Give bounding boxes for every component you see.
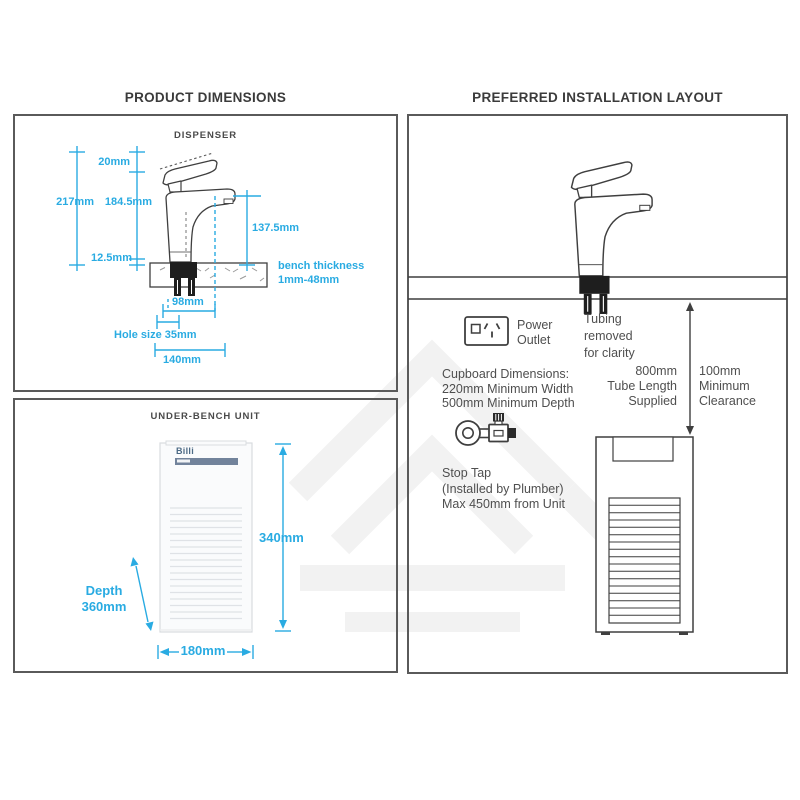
power-outlet-line2: Outlet [517,333,551,347]
dim-217mm: 217mm [56,196,94,208]
hole-size-label: Hole size 35mm [114,329,197,341]
dim-340mm: 340mm [259,530,304,545]
cupboard-note-line1: Cupboard Dimensions: [442,367,570,381]
stop-tap-line3: Max 450mm from Unit [442,497,565,511]
underbench-label: UNDER-BENCH UNIT [150,411,261,422]
underbench-drawing [131,441,292,659]
billi-logo: Billi [176,446,195,456]
dim-180mm: 180mm [180,643,226,658]
left-section-title: PRODUCT DIMENSIONS [124,90,287,105]
bench-thickness-line1: bench thickness [278,260,365,272]
stop-tap-line2: (Installed by Plumber) [442,481,564,496]
installation-unit-outline [596,437,693,635]
stop-tap-line1: Stop Tap [442,466,492,480]
depth-label-line1: Depth [85,583,123,598]
installation-tap [571,162,652,314]
bench-section [150,263,267,287]
cupboard-note-line3: 500mm Minimum Depth [442,396,575,410]
dispenser-label: DISPENSER [173,130,237,141]
depth-label-line2: 360mm [81,599,127,614]
dim-184-5mm: 184.5mm [104,196,152,208]
underbench-unit-front [160,441,252,632]
dim-98mm: 98mm [172,296,204,308]
power-outlet-line1: Power [517,318,553,332]
clearance-arrow [686,302,694,435]
cupboard-note-line2: 220mm Minimum Width [442,381,574,396]
dim-20mm: 20mm [98,156,130,168]
tube-length-line3: Supplied [628,394,677,408]
dim-140mm: 140mm [163,354,201,366]
dim-12-5mm: 12.5mm [91,252,132,264]
clearance-line1: 100mm [699,364,741,378]
tube-length-line2: Tube Length [607,379,677,393]
tubing-note-line2: removed [584,329,633,343]
dim-137-5mm: 137.5mm [252,222,300,234]
bench-thickness-line2: 1mm-48mm [278,274,340,286]
tube-length-line1: 800mm [635,364,677,378]
clearance-line3: Clearance [699,394,756,408]
tubing-note-line1: Tubing [584,312,622,326]
tubing-note-line3: for clarity [584,346,635,360]
clearance-line2: Minimum [699,379,750,393]
right-section-title: PREFERRED INSTALLATION LAYOUT [472,90,723,105]
power-outlet-icon [465,317,508,345]
